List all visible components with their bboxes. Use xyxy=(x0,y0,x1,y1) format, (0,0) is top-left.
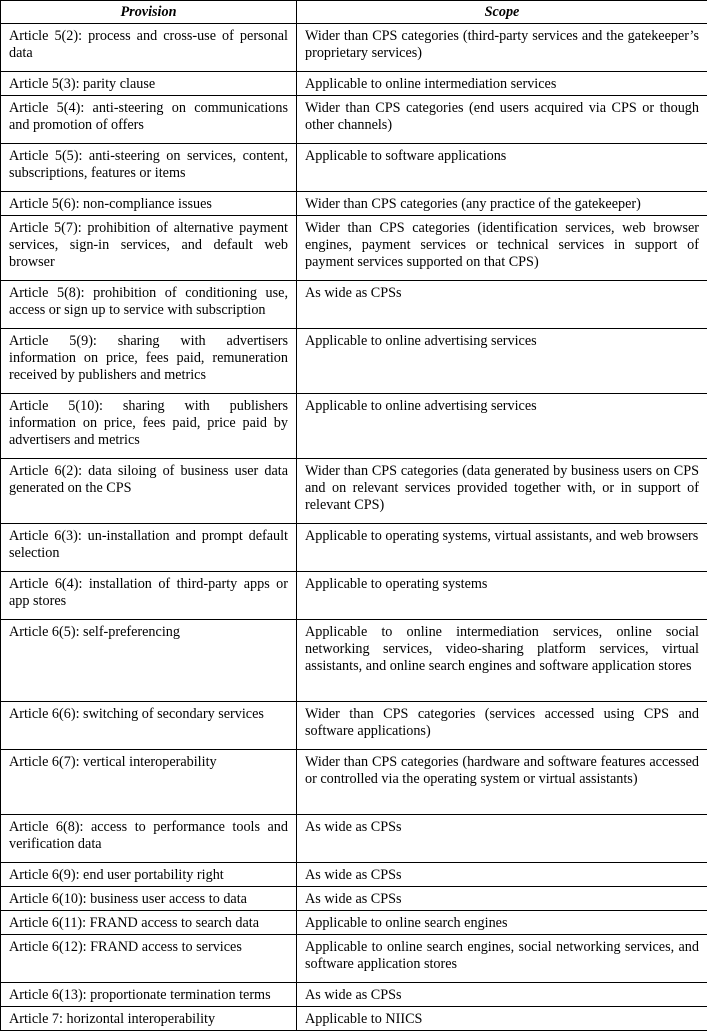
table-row xyxy=(1,620,707,702)
table-row xyxy=(1,524,707,572)
table-row xyxy=(1,935,707,983)
scope-cell: Applicable to online advertising services xyxy=(297,329,707,394)
provision-cell: Article 6(3): un-installation and prompt default selection xyxy=(1,524,297,572)
provision-cell: Article 7: horizontal interoperability xyxy=(1,1007,297,1031)
table-row xyxy=(1,887,707,911)
provision-cell: Article 5(5): anti-steering on services, content, subscriptions, features or items xyxy=(1,144,297,192)
scope-cell: Applicable to online search engines xyxy=(297,911,707,935)
provision-cell: Article 5(8): prohibition of conditioning use, access or sign up to service with subscription xyxy=(1,281,297,329)
provision-cell: Article 5(7): prohibition of alternative payment services, sign-in services, and default web browser xyxy=(1,216,297,281)
scope-cell: As wide as CPSs xyxy=(297,863,707,887)
scope-cell: Applicable to online advertising services xyxy=(297,394,707,459)
table-row xyxy=(1,572,707,620)
scope-cell: Wider than CPS categories (any practice of the gatekeeper) xyxy=(297,192,707,216)
table-row xyxy=(1,863,707,887)
table-row xyxy=(1,394,707,459)
provision-cell: Article 5(2): process and cross-use of personal data xyxy=(1,24,297,72)
scope-cell: Wider than CPS categories (end users acquired via CPS or though other channels) xyxy=(297,96,707,144)
table-row xyxy=(1,281,707,329)
scope-cell: As wide as CPSs xyxy=(297,983,707,1007)
scope-cell: Wider than CPS categories (identification services, web browser engines, payment services or technical services in support of payment services supported on that CPS) xyxy=(297,216,707,281)
provision-cell: Article 6(13): proportionate termination terms xyxy=(1,983,297,1007)
table-row xyxy=(1,216,707,281)
column-header-provision: Provision xyxy=(1,1,297,24)
provision-cell: Article 6(6): switching of secondary services xyxy=(1,702,297,750)
table-row xyxy=(1,750,707,815)
provision-cell: Article 5(4): anti-steering on communications and promotion of offers xyxy=(1,96,297,144)
table-row xyxy=(1,329,707,394)
table-row xyxy=(1,815,707,863)
scope-cell: Wider than CPS categories (data generated by business users on CPS and on relevant services provided together with, or in support of relevant CPS) xyxy=(297,459,707,524)
provision-cell: Article 6(7): vertical interoperability xyxy=(1,750,297,815)
provision-cell: Article 6(5): self-preferencing xyxy=(1,620,297,702)
table-row xyxy=(1,192,707,216)
provision-cell: Article 6(2): data siloing of business user data generated on the CPS xyxy=(1,459,297,524)
provision-cell: Article 5(9): sharing with advertisers information on price, fees paid, remuneration received by publishers and metrics xyxy=(1,329,297,394)
column-header-scope: Scope xyxy=(297,1,707,24)
scope-cell: Applicable to software applications xyxy=(297,144,707,192)
provision-cell: Article 6(11): FRAND access to search data xyxy=(1,911,297,935)
scope-cell: Applicable to operating systems, virtual assistants, and web browsers xyxy=(297,524,707,572)
table-row xyxy=(1,96,707,144)
scope-cell: Applicable to online search engines, social networking services, and software application stores xyxy=(297,935,707,983)
provision-cell: Article 5(3): parity clause xyxy=(1,72,297,96)
table-row xyxy=(1,72,707,96)
table-row xyxy=(1,144,707,192)
scope-cell: As wide as CPSs xyxy=(297,281,707,329)
table-row xyxy=(1,24,707,72)
table-row xyxy=(1,911,707,935)
scope-cell: Applicable to online intermediation services xyxy=(297,72,707,96)
scope-cell: Wider than CPS categories (third-party services and the gatekeeper’s proprietary services) xyxy=(297,24,707,72)
provision-cell: Article 6(12): FRAND access to services xyxy=(1,935,297,983)
table-row xyxy=(1,459,707,524)
scope-cell: Applicable to operating systems xyxy=(297,572,707,620)
provision-cell: Article 6(4): installation of third-party apps or app stores xyxy=(1,572,297,620)
scope-cell: Applicable to online intermediation services, online social networking services, video-sharing platform services, virtual assistants, and online search engines and software application stores xyxy=(297,620,707,702)
scope-cell: Wider than CPS categories (hardware and software features accessed or controlled via the operating system or virtual assistants) xyxy=(297,750,707,815)
scope-cell: As wide as CPSs xyxy=(297,887,707,911)
provision-cell: Article 5(6): non-compliance issues xyxy=(1,192,297,216)
scope-cell: Wider than CPS categories (services accessed using CPS and software applications) xyxy=(297,702,707,750)
scope-cell: Applicable to NIICS xyxy=(297,1007,707,1031)
table-row xyxy=(1,1007,707,1031)
provision-cell: Article 5(10): sharing with publishers information on price, fees paid, price paid by advertisers and metrics xyxy=(1,394,297,459)
provision-cell: Article 6(8): access to performance tools and verification data xyxy=(1,815,297,863)
scope-cell: As wide as CPSs xyxy=(297,815,707,863)
table-row xyxy=(1,702,707,750)
provision-cell: Article 6(9): end user portability right xyxy=(1,863,297,887)
table-row xyxy=(1,983,707,1007)
table-header-row xyxy=(1,1,707,24)
provision-cell: Article 6(10): business user access to data xyxy=(1,887,297,911)
